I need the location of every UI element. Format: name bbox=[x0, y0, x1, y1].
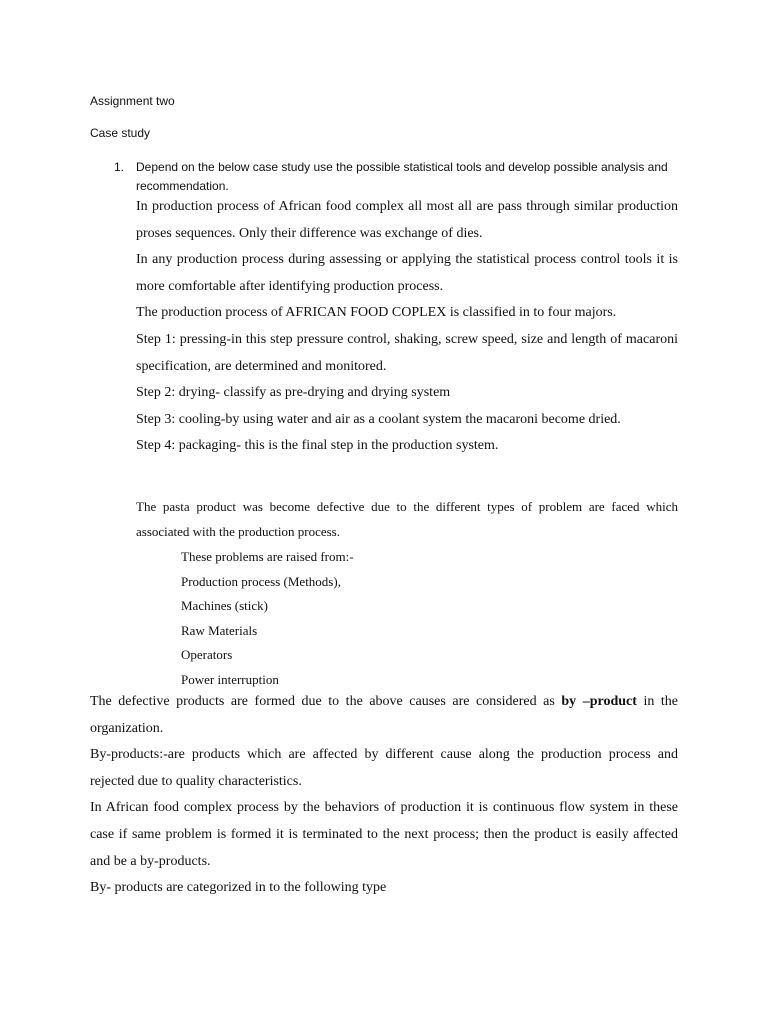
question-text: Depend on the below case study use the possible statistical tools and develop possible analysis and recommendation. bbox=[136, 160, 668, 193]
case-paragraph: Step 4: packaging- this is the final step in the production system. bbox=[136, 438, 499, 454]
problem-item: Production process (Methods), bbox=[181, 573, 341, 589]
byproduct-text-after: in the organization. bbox=[90, 694, 678, 736]
assignment-title: Assignment two bbox=[90, 94, 175, 108]
byproduct-term: by –product bbox=[561, 694, 637, 709]
question-1 bbox=[114, 158, 684, 196]
case-paragraph: In production process of African food complex all most all are pass through similar production proses sequences. Only their difference was exchange of dies. bbox=[136, 199, 678, 241]
byproduct-section bbox=[90, 689, 678, 902]
problem-item: Machines (stick) bbox=[181, 598, 269, 614]
case-paragraph: The production process of AFRICAN FOOD COPLEX is classified in to four majors. bbox=[136, 305, 617, 321]
case-paragraph: Step 3: cooling-by using water and air as a coolant system the macaroni become dried. bbox=[136, 411, 621, 427]
problem-list bbox=[181, 545, 481, 693]
problem-item: Operators bbox=[181, 647, 233, 663]
case-paragraph: In any production process during assessing or applying the statistical process control tools it is more comfortable after identifying production process. bbox=[136, 252, 678, 294]
case-description bbox=[136, 194, 678, 460]
lower-paragraph: In African food complex process by the behaviors of production it is continuous flow system in these case if same problem is formed it is terminated to the next process; then the product is easily affected and be a by-products. bbox=[90, 800, 678, 869]
case-study-heading: Case study bbox=[90, 126, 151, 140]
problem-list-intro: These problems are raised from:- bbox=[181, 549, 354, 564]
question-number: 1. bbox=[114, 160, 125, 174]
case-paragraph: Step 1: pressing-in this step pressure control, shaking, screw speed, size and length of macaroni specification, are determined and monitored. bbox=[136, 331, 678, 374]
problem-item: Raw Materials bbox=[181, 622, 258, 638]
byproduct-definition-intro bbox=[90, 689, 678, 742]
problem-item: Power interruption bbox=[181, 671, 279, 687]
lower-paragraph: By- products are categorized in to the following type bbox=[90, 880, 387, 896]
lower-paragraph: By-products:-are products which are affected by different cause along the production process and rejected due to quality characteristics. bbox=[90, 747, 678, 789]
defect-intro: The pasta product was become defective due to the different types of problem are faced which associated with the production process. bbox=[136, 499, 678, 539]
byproduct-text-before: The defective products are formed due to the above causes are considered as bbox=[90, 694, 562, 709]
case-paragraph: Step 2: drying- classify as pre-drying and drying system bbox=[136, 385, 451, 401]
